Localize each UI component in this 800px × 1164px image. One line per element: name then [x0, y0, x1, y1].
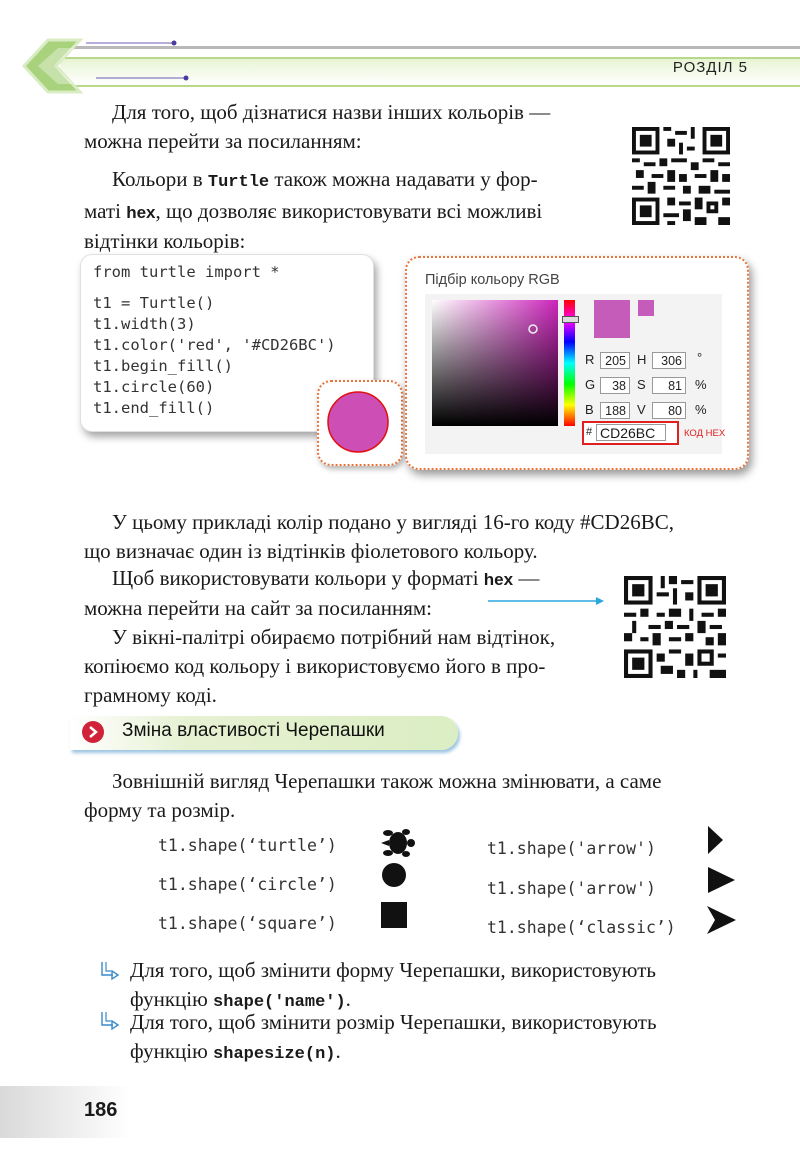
code-line: t1 = Turtle()	[93, 294, 215, 312]
h-field[interactable]: 306	[652, 352, 686, 369]
para3-line1: У цьому прикладі колір подано у вигляді 16-го коду #CD26BC,	[112, 510, 674, 534]
b-field[interactable]: 188	[600, 402, 630, 419]
para4-line2: можна перейти на сайт за посиланням:	[84, 596, 432, 620]
picker-title: Підбір кольору RGB	[425, 272, 560, 288]
paragraph-hex-intro	[84, 165, 598, 256]
code-line: t1.begin_fill()	[93, 357, 233, 375]
para2-line2: маті hex, що дозволяє використовувати всі можливі	[84, 199, 543, 223]
note2-line2: функцію shapesize(n).	[130, 1039, 341, 1064]
code-line: t1.width(3)	[93, 315, 196, 333]
code-line: t1.color('red', '#CD26BC')	[93, 336, 336, 354]
para3-line2: що визначає один із відтінків фіолетового кольору.	[84, 539, 538, 563]
shape-code-classic: t1.shape(‘classic’)	[487, 918, 676, 937]
note-shapesize	[130, 1008, 738, 1069]
shape-code-turtle: t1.shape(‘turtle’)	[158, 836, 337, 855]
picker-cursor-icon[interactable]	[527, 323, 539, 335]
v-label: V	[637, 402, 646, 417]
code-shape-name: shape('name')	[213, 993, 346, 1012]
header-dots-decoration	[86, 40, 196, 82]
paragraph-hex-site	[84, 564, 598, 710]
classic-shape-icon	[706, 905, 738, 935]
pct-unit: %	[695, 377, 707, 392]
note-arrow-icon	[98, 1010, 120, 1032]
arrow-right-icon	[488, 594, 606, 608]
code-hex: hex	[126, 203, 156, 222]
deg-unit: °	[697, 350, 703, 365]
old-color-swatch	[638, 300, 654, 316]
code-turtle: Turtle	[207, 173, 270, 192]
paragraph-appearance	[84, 767, 748, 825]
filled-circle-preview	[325, 389, 391, 455]
circle-shape-icon	[381, 862, 407, 888]
pct-unit: %	[695, 402, 707, 417]
code-hex: hex	[483, 570, 514, 589]
para2-line3: відтінки кольорів:	[84, 229, 246, 253]
chevron-right-icon	[86, 725, 100, 739]
para5-line2: форму та розмір.	[84, 798, 236, 822]
note-arrow-icon	[98, 960, 120, 982]
hash-label: #	[586, 426, 593, 438]
note1-line1: Для того, щоб змінити форму Черепашки, використовують	[130, 958, 656, 982]
para4-line4: копіюємо код кольору і використовуємо його в про-	[84, 654, 546, 678]
hex-note: КОД HEX	[684, 428, 726, 439]
arrow-shape-icon	[707, 866, 737, 894]
s-field[interactable]: 81	[652, 377, 686, 394]
shape-code-circle: t1.shape(‘circle’)	[158, 875, 337, 894]
shape-code-arrow: t1.shape('arrow')	[487, 839, 656, 858]
note2-line1: Для того, щоб змінити розмір Черепашки, використовують	[130, 1010, 657, 1034]
s-label: S	[637, 377, 646, 392]
shape-code-arrow: t1.shape('arrow')	[487, 879, 656, 898]
page-number: 186	[84, 1099, 118, 1121]
qr-code-hex-site[interactable]	[624, 576, 726, 678]
para5-line1: Зовнішній вигляд Черепашки також можна змінювати, а саме	[112, 769, 662, 793]
para1-line1: Для того, щоб дізнатися назви інших кольорів —	[112, 100, 551, 124]
paragraph-links-intro	[84, 98, 598, 156]
g-field[interactable]: 38	[600, 377, 630, 394]
code-line: t1.end_fill()	[93, 399, 215, 417]
code-shapesize: shapesize(n)	[213, 1045, 336, 1064]
section-title: Зміна властивості Черепашки	[122, 720, 385, 741]
new-color-swatch	[594, 300, 630, 338]
para1-line2: можна перейти за посиланням:	[84, 129, 362, 153]
para4-line1: Щоб використовувати кольори у форматі hex —	[112, 566, 540, 590]
code-line: from turtle import *	[93, 263, 280, 281]
paragraph-hex-example	[84, 508, 748, 566]
h-label: H	[637, 352, 647, 367]
b-label: B	[585, 402, 594, 417]
v-field[interactable]: 80	[652, 402, 686, 419]
para2-line1: Кольори в Turtle також можна надавати у фор-	[112, 167, 538, 192]
arrow-small-shape-icon	[707, 825, 725, 855]
section-label: РОЗДІЛ 5	[672, 59, 748, 76]
square-shape-icon	[381, 902, 407, 928]
header-chevron-icon	[18, 38, 88, 94]
saturation-value-area[interactable]	[432, 300, 558, 426]
para4-line3: У вікні-палітрі обираємо потрібний нам відтінок,	[112, 625, 556, 649]
r-label: R	[585, 352, 595, 367]
note1-line2: функцію shape('name').	[130, 987, 351, 1012]
qr-code-colors[interactable]	[631, 127, 731, 225]
hex-field[interactable]: CD26BC	[596, 424, 666, 441]
code-line: t1.circle(60)	[93, 378, 215, 396]
turtle-shape-icon	[378, 826, 418, 860]
para4-line5: грамному коді.	[84, 683, 217, 707]
hue-slider-handle[interactable]	[562, 316, 579, 323]
g-label: G	[585, 377, 596, 392]
shape-code-square: t1.shape(‘square’)	[158, 914, 337, 933]
r-field[interactable]: 205	[600, 352, 630, 369]
